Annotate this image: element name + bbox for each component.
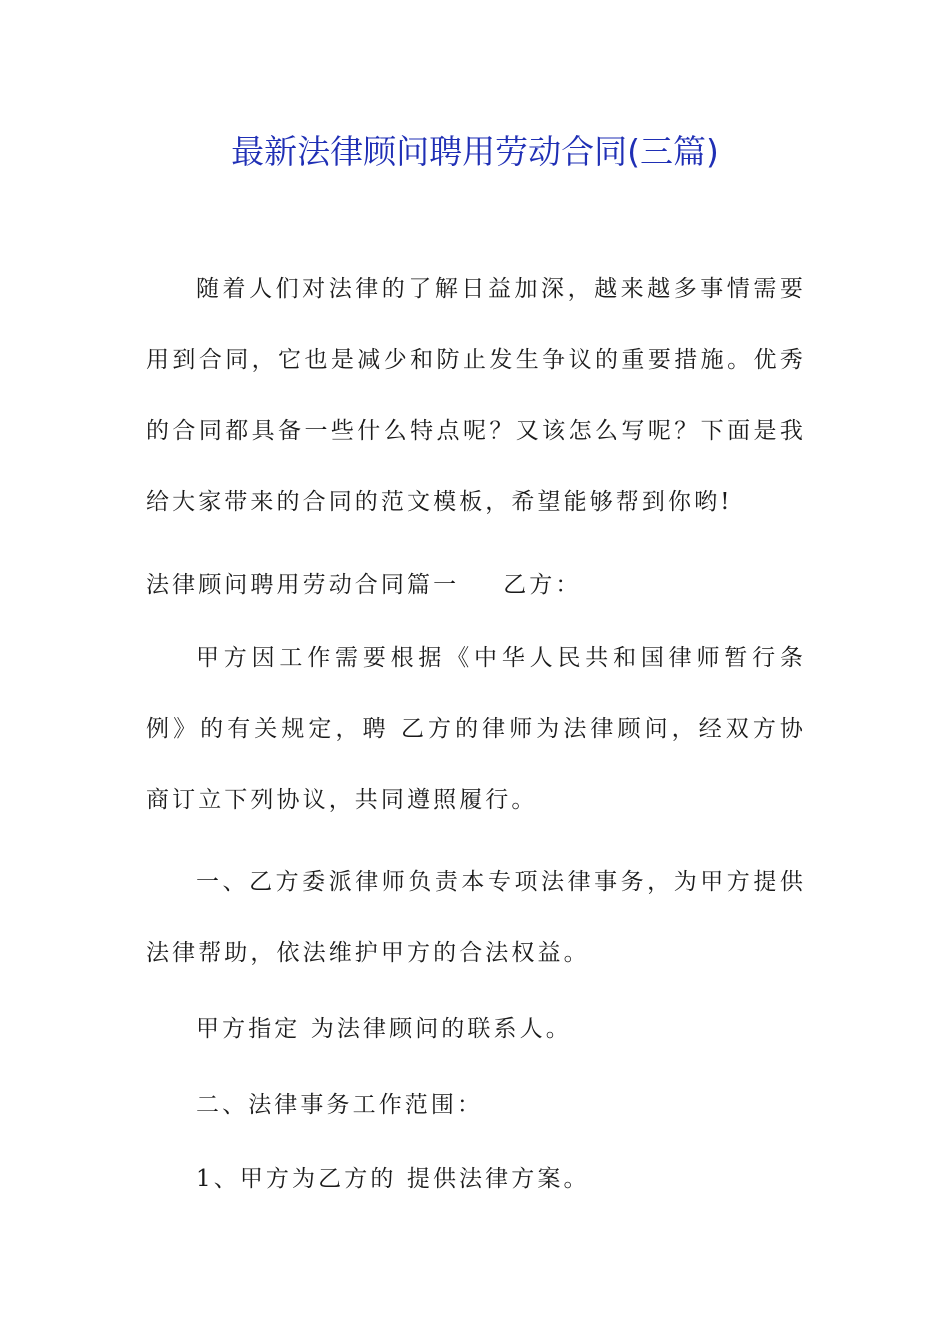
party-b-label: 乙方： [503,572,582,598]
section-heading: 法律顾问聘用劳动合同篇一 [146,572,460,598]
paragraph-clause-two-heading: 二、法律事务工作范围： [196,1092,484,1118]
paragraph-contact-person: 甲方指定 为法律顾问的联系人。 [196,1016,572,1042]
document-title: 最新法律顾问聘用劳动合同(三篇) [231,132,719,171]
paragraph-clause-one: 一、乙方委派律师负责本专项法律事务，为甲方提供法律帮助，依法维护甲方的合法权益。 [146,869,806,966]
paragraph-item-one: 1、甲方为乙方的 提供法律方案。 [196,1166,590,1192]
section-heading-line [146,565,806,605]
intro-paragraph: 随着人们对法律的了解日益加深，越来越多事情需要用到合同，它也是减少和防止发生争议的重要措施。优秀的合同都具备一些什么特点呢？又该怎么写呢？下面是我给大家带来的合同的范文模板，希望能够帮到你哟! [146,276,806,515]
paragraph-agreement-basis: 甲方因工作需要根据《中华人民共和国律师暂行条例》的有关规定，聘 乙方的律师为法律顾问，经双方协商订立下列协议，共同遵照履行。 [146,645,806,813]
